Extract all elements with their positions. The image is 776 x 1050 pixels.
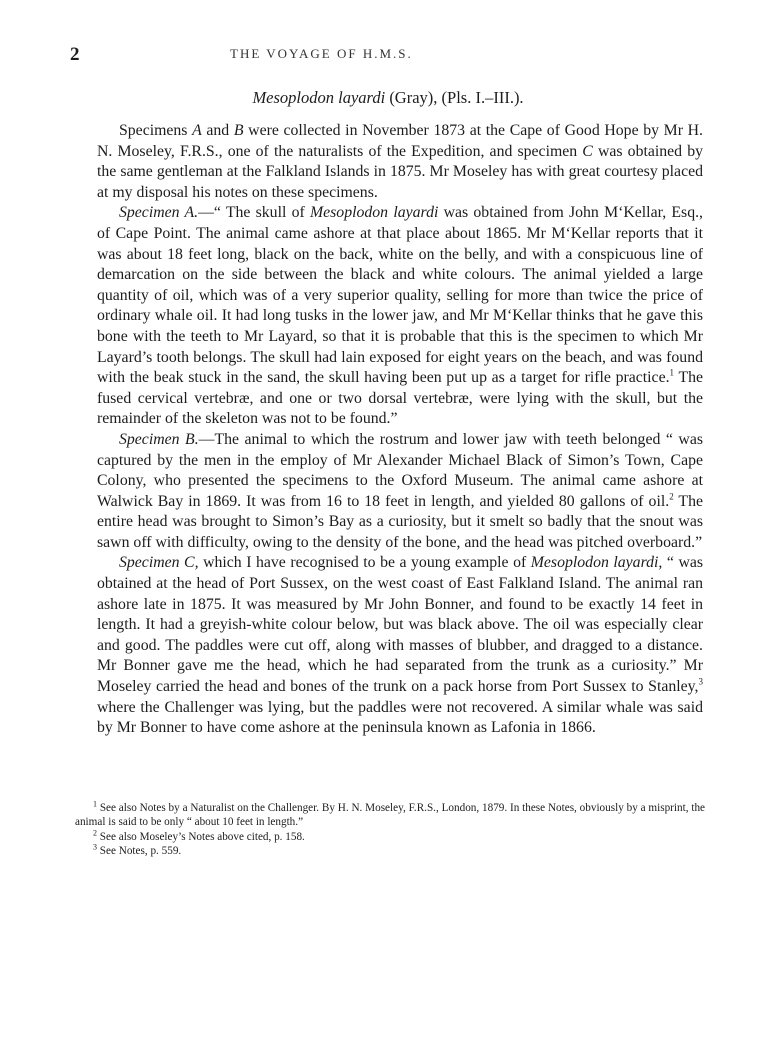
- text-run: were collected in November 1873 at the Cape of Good Hope by Mr H. N. Moseley, F.R.S., one of the naturalists of the Expedition, and specimen: [97, 122, 704, 160]
- paragraph-intro: [97, 121, 703, 203]
- specimen-label: Specimen A.: [119, 204, 199, 222]
- text-run: —“ The skull of: [198, 204, 310, 222]
- footnote-ref: 3: [698, 676, 703, 687]
- paragraph-specimen-b: [97, 430, 703, 554]
- text-run: “ was obtained at the head of Port Sussex, on the west coast of East Falkland Island. The animal ran ashore late in 1875. It was measured by Mr John Bonner, and found to be exactly 14 feet in length. It had a greyish-white colour below, but was black above. The oil was especially clear and good. The paddles were cut off, along with masses of blubber, and dragged to a distance. Mr Bonner gave me the head, which he had separated from the trunk as a curiosity.” Mr Moseley carried the head and bones of the trunk on a pack horse from Port Sussex to Stanley,: [97, 554, 704, 696]
- text-run: —The animal to which the rostrum and lower jaw with teeth belonged “ was captured by the men in the employ of Mr Alexander Michael Black of Simon’s Town, Cape Colony, who presented the specimens to the Oxford Museum. The animal came ashore at Walwick Bay in 1869. It was from 16 to 18 feet in length, and yielded 80 gallons of oil.: [97, 430, 703, 510]
- footnote-text: See also Moseley’s Notes above cited, p. 158.: [97, 830, 305, 843]
- text-run: Specimens: [119, 122, 193, 139]
- specimen-letter: A: [192, 122, 202, 139]
- footnote-2: [75, 830, 705, 844]
- body-text: [97, 121, 703, 739]
- text-run: and: [201, 122, 234, 139]
- footnote-3: [75, 844, 705, 858]
- paragraph-specimen-a: [97, 203, 703, 430]
- section-heading: [0, 88, 776, 108]
- footnote-text: See also Notes by a Naturalist on the Challenger. By H. N. Moseley, F.R.S., London, 1879. In these Notes, obviously by a misprint, the animal is said to be only “ about 10 feet in length.”: [75, 802, 705, 829]
- running-header: [0, 44, 776, 64]
- footnote-ref: 2: [669, 491, 674, 502]
- running-title: THE VOYAGE OF H.M.S.: [230, 46, 413, 61]
- footnote-mark: 2: [93, 828, 97, 838]
- text-run: was obtained by the same gentleman at the Falkland Islands in 1875. Mr Moseley has with great courtesy placed at my disposal his notes on these specimens.: [97, 142, 703, 201]
- footnotes: [75, 801, 705, 859]
- specimen-letter: C: [582, 142, 593, 160]
- footnote-ref: 1: [669, 367, 675, 378]
- species-name: Mesoplodon layardi,: [530, 554, 663, 572]
- specimen-label: Specimen C,: [119, 554, 199, 572]
- paragraph-specimen-c: [97, 553, 703, 738]
- text-run: The entire head was brought to Simon’s Bay as a curiosity, but it smelt so badly that the snout was sawn off with difficulty, owing to the density of the bone, and the head was pitched overboard.”: [97, 492, 703, 551]
- footnote-1: [75, 801, 705, 830]
- page-number: 2: [70, 44, 80, 65]
- species-name: Mesoplodon layardi: [309, 204, 439, 222]
- footnote-text: See Notes, p. 559.: [97, 845, 182, 858]
- text-run: was obtained from John M‘Kellar, Esq., of Cape Point. The animal came ashore at that place about 1865. Mr M‘Kellar reports that it was about 18 feet long, black on the back, white on the belly, and with a conspicuous line of demarcation on the side between the black and white colours. The animal yielded a large quantity of oil, which was of a very superior quality, selling for more than twice the price of ordinary whale oil. It had long tusks in the lower jaw, and Mr M‘Kellar thinks that he gave this bone with the teeth to Mr Layard, so that it is probable that this is the specimen to which Mr Layard’s tooth belongs. The skull had lain exposed for eight years on the beach, and was found with the beak stuck in the sand, the skull having been put up as a target for rifle practice.: [97, 204, 703, 387]
- text-run: which I have recognised to be a young example of: [198, 554, 531, 572]
- heading-rest: (Gray), (Pls. I.–III.).: [385, 88, 524, 107]
- text-run: The fused cervical vertebræ, and one or two dorsal vertebræ, were lying with the skull, but the remainder of the skeleton was not to be found.”: [97, 369, 703, 428]
- footnote-mark: 3: [93, 842, 97, 852]
- specimen-label: Specimen B.: [119, 430, 199, 448]
- footnote-mark: 1: [93, 799, 97, 809]
- text-run: where the Challenger was lying, but the paddles were not recovered. A similar whale was said by Mr Bonner to have come ashore at the peninsula known as Lafonia in 1866.: [97, 698, 703, 737]
- heading-species: Mesoplodon layardi: [252, 88, 386, 107]
- specimen-letter: B: [233, 122, 244, 139]
